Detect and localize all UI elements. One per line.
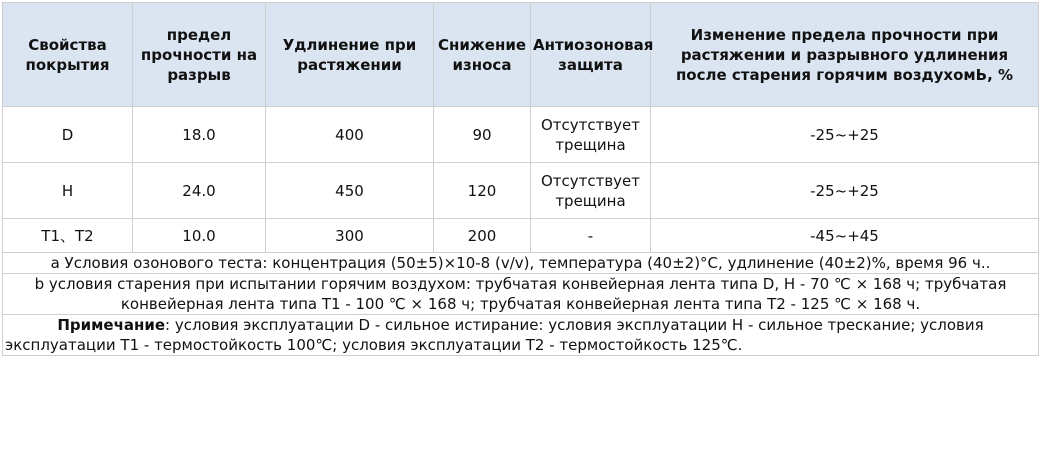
- cell-strength: 24.0: [133, 163, 266, 219]
- remark-label: Примечание: [57, 316, 166, 334]
- header-coating-properties: Свойства покрытия: [3, 3, 133, 107]
- cell-type: T1、T2: [3, 219, 133, 253]
- header-row: [3, 3, 1039, 107]
- header-elongation: Удлинение при растяжении: [266, 3, 434, 107]
- cell-aging: -25~+25: [651, 163, 1039, 219]
- cell-elongation: 400: [266, 107, 434, 163]
- cell-elongation: 300: [266, 219, 434, 253]
- cell-wear: 90: [434, 107, 531, 163]
- header-wear-reduction: Снижение износа: [434, 3, 531, 107]
- table-row: [3, 219, 1039, 253]
- cell-elongation: 450: [266, 163, 434, 219]
- cell-aging: -25~+25: [651, 107, 1039, 163]
- table-row: [3, 163, 1039, 219]
- cell-wear: 200: [434, 219, 531, 253]
- header-antiozone: Антиозоновая защита: [531, 3, 651, 107]
- cell-type: D: [3, 107, 133, 163]
- remark-cell: [3, 315, 1039, 356]
- cell-ozone: -: [531, 219, 651, 253]
- footnote-a: a Условия озонового теста: концентрация (50±5)×10-8 (v/v), температура (40±2)°C, удлинение (40±2)%, время 96 ч..: [3, 253, 1039, 274]
- cell-aging: -45~+45: [651, 219, 1039, 253]
- cell-ozone: Отсутствует трещина: [531, 163, 651, 219]
- table-row: [3, 107, 1039, 163]
- cell-wear: 120: [434, 163, 531, 219]
- footnote-b: b условия старения при испытании горячим воздухом: трубчатая конвейерная лента типа D, H - 70 ℃ × 168 ч; трубчатая конвейерная лента типа T1 - 100 ℃ × 168 ч; трубчатая конвейерная лента типа T2 - 125 ℃ × 168 ч.: [3, 274, 1039, 315]
- cell-strength: 10.0: [133, 219, 266, 253]
- header-tensile-strength: предел прочности на разрыв: [133, 3, 266, 107]
- remark-text: : условия эксплуатации D - сильное истирание: условия эксплуатации H - сильное трескание; условия эксплуатации T1 - термостойкость 100℃; условия эксплуатации T2 - термостойкость 125℃.: [5, 316, 984, 354]
- header-aging-change: Изменение предела прочности при растяжении и разрывного удлинения после старения горячим воздухомЬ, %: [651, 3, 1039, 107]
- spec-table: [2, 2, 1039, 356]
- cell-strength: 18.0: [133, 107, 266, 163]
- cell-ozone: Отсутствует трещина: [531, 107, 651, 163]
- footnote-row: [3, 274, 1039, 315]
- footnote-row: [3, 253, 1039, 274]
- remark-row: [3, 315, 1039, 356]
- cell-type: H: [3, 163, 133, 219]
